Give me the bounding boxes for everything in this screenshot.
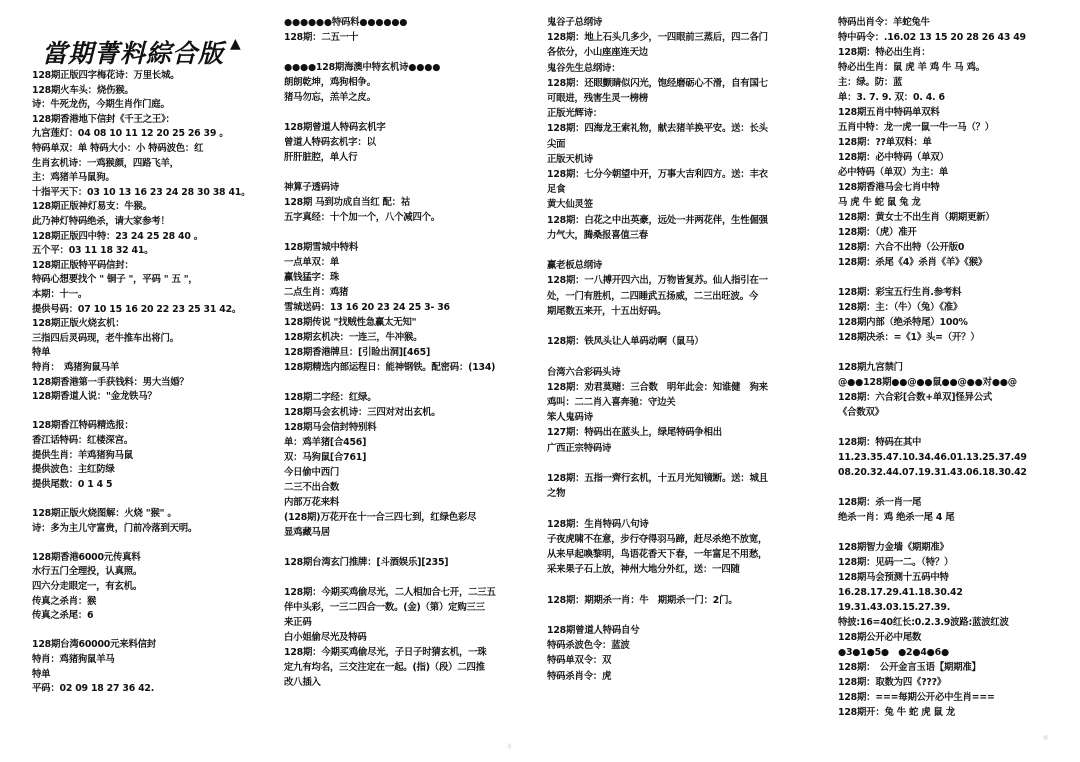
text-line: 可眼进，残害生灵一榜榜 [547,93,648,104]
text-line: 128期：今期买鸡偷尽光，子日子时猜玄机，一珠 [284,647,487,658]
text-line: 定九有均名，三交注定在一起。(指)（段）二四推 [284,662,485,673]
text-line: 鸡叫：二二肖入喜奔驰：守边关 [547,397,676,408]
text-line: 特单 [32,347,51,359]
text-line: 特单 [32,668,51,680]
text-line: 赢老板总纲诗 [547,260,603,272]
text-line: 128期：四海龙王索礼物，献去猪羊换平安。送：长头 [547,123,768,135]
text-line: 猪马勿忘，羔羊之皮。 [284,92,376,103]
text-line: 128期：劝君莫赌：三合数 明年此会：知谁健 狗来 [547,381,768,393]
text-line: 特披:16=40红长:0.2.3.9波路:蓝波红波 [838,617,1009,628]
text-line: 128期：期期杀一肖：牛 期期杀一门：2门。 [547,594,738,606]
text-line: 今日偷中西门 [284,467,340,478]
text-line: 128期传说 "找贼性急赢太无知" [284,317,417,328]
text-line: 128期：生肖特码八句诗 [547,518,649,530]
text-line: 128期内部（绝杀特尾）100% [838,317,968,328]
text-line: 特必出生肖：鼠 虎 羊 鸡 牛 马 鸡。 [838,62,985,73]
text-line: 128期：（虎）准开 [838,227,917,238]
text-line: 128期玄机决：一连三，牛冲猴。 [284,332,423,343]
text-line: 平码：02 09 18 27 36 42. [32,683,155,695]
text-line: 主：绿。防：蓝 [838,77,903,88]
text-line: 伴中头彩，一三二四合一数。(金)（第）定购三三 [284,602,485,613]
text-line: 128期正版四字梅花诗：万里长城。 [32,70,180,81]
page-title: 當期菁料綜合版 [42,39,225,68]
text-line: 五个平：03 11 18 32 41。 [32,245,154,257]
text-line: 128期：取数为四《???》 [838,677,947,688]
text-line: 特中码令：.16.02 13 15 20 28 26 43 49 [838,32,1026,43]
text-line: 128期：六合不出特（公开版0 [838,242,965,253]
text-line: 神算子透码诗 [284,182,340,193]
text-line: 128期：五指一齊行玄机，十五月光知镜断。送：城且 [547,473,768,484]
text-line: 鬼谷先生总纲诗： [547,62,621,74]
text-line: 台湾六合彩码头诗 [547,366,621,378]
text-line: 128期：白花之中出英豪，远处一井两花伴，生性倔强 [547,214,768,226]
text-line: 赢钱猛字：珠 [284,272,340,283]
text-line: 本期：十一。 [32,289,88,300]
text-line: 显鸡藏马居 [284,527,330,538]
text-line: 128期香道人说："金龙铁马？ [32,391,157,403]
text-line: 128期精选内部运程日：能神钢铁。配密码：(134) [284,362,496,373]
text-line: 十指平天下：03 10 13 16 23 24 28 30 38 41。 [32,186,251,198]
text-line: ●3●1●5● ●2●4●6● [838,647,949,658]
text-line: 128期香港6000元传真料 [32,551,141,563]
text-line: 来正码 [284,617,312,628]
text-line: 提供尾数：0 1 4 5 [32,478,113,490]
text-line: 必中特码（单双）为主：单 [838,167,949,178]
text-line: 九宫莲灯：04 08 10 11 12 20 25 26 39 。 [32,128,229,140]
text-line: 二点生肖：鸡猪 [284,287,349,298]
text-line: 笨人鬼码诗 [547,412,593,424]
text-line: 提供号码：07 10 15 16 20 22 23 25 31 42。 [32,303,242,315]
text-line: 雪城送码：13 16 20 23 24 25 3- 36 [284,302,450,313]
text-line: 《合数双》 [838,407,884,418]
text-line: 128期：必中特码（单双） [838,152,949,163]
text-line: 内部万花来料 [284,497,340,508]
text-line: 128期五肖中特码单双料 [838,107,940,118]
text-line: 128期：特必出生肖： [838,47,931,58]
text-line: 128期公开必中尾数 [838,632,922,643]
text-line: 128期雪城中特料 [284,242,359,253]
text-line: @●●128期●●@●●鼠●●@●●对●●@ [838,377,1017,388]
text-line: 128期：今期买鸡偷尽光，二人相加合七开，二三五 [284,587,496,598]
text-line: 此乃神灯特码绝杀，请大家参考！ [32,216,170,227]
text-line: 四六分走眼定一，有玄机。 [32,581,143,592]
text-line: 128期：见码一二。（特？） [838,557,954,568]
text-line: ●●●●●●特码料●●●●●● [284,17,408,28]
text-line: 128期曾道人特码玄机字 [284,122,386,133]
text-line: 朗朗乾坤，鸡狗相争。 [284,77,376,88]
text-line: 128期：六合彩[合数+单双]怪异公式 [838,392,993,403]
text-line: 128期香江特码精选报： [32,420,134,432]
text-line: 特码杀肖令：虎 [547,670,612,682]
text-line: 128期香港牌旦：[引睑出洞][465] [284,347,431,358]
text-line: 128期：黄女士不出生肖（期期更新） [838,212,995,223]
text-line: 尖面 [547,138,566,150]
text-line: 11.23.35.47.10.34.46.01.13.25.37.49 [838,452,1027,463]
text-line: 特码杀波色令：蓝波 [547,640,630,652]
text-line: 五字真经：十个加一个，八个减四个。 [284,212,440,223]
text-line: 正版天机诗 [547,153,593,165]
text-line: 128期：彩宝五行生肖.参考料 [838,287,962,298]
text-line: 128期 马到功成自当红 配：祜 [284,197,411,208]
text-line: 正版光辉诗： [547,108,603,120]
text-line: 128期正版四中特：23 24 25 28 40 。 [32,230,203,242]
text-line: 特码单双：单 特码大小：小 特码波色：红 [32,143,204,154]
text-line: 处，一门有胜机，二四睡武五扬威，二三出旺波。今 [547,290,759,302]
text-line: 128期：还眼颤睛似闪光，饱经磨砺心不滑，自有国七 [547,77,768,89]
text-line: 香江话特码：红楼深宫。 [32,435,133,446]
text-line: 鬼谷子总纲诗 [547,17,603,28]
text-line: 绝杀一肖：鸡 绝杀一尾 4 尾 [838,512,955,523]
text-line: 128期：七分今朝望中开，万事大吉利四方。送：丰衣 [547,169,768,180]
text-line: 128期智力金墙《期期准》 [838,542,949,553]
text-line: 128期台湾60000元来料信封 [32,639,156,651]
text-line: 诗：多为主儿守富贵，门前冷落到天明。 [32,522,198,534]
text-line: 128期：杀尾《4》杀肖《羊》《猴》 [838,257,988,268]
text-line: 力气大，腾桑报喜值三春 [547,229,648,241]
text-line: 五肖中特：龙一虎一鼠一牛一马（？） [838,122,994,133]
text-line: 128期：地上石头几多少，一四眼前三蒸后，四二各门 [547,32,768,44]
text-line: 足食 [547,184,566,196]
text-line: 各依分，小山座座连天边 [547,47,648,59]
text-line: 一点单双：单 [284,257,340,268]
text-line: 二三不出合数 [284,482,340,493]
text-line: 双：马狗鼠[合761] [284,452,367,463]
text-line: 128期：??单双料：单 [838,137,932,148]
text-line: 特肖： 鸡猪狗鼠马羊 [32,362,120,373]
text-line: 128期马会预测十五码中特 [838,572,949,583]
text-line: 128期：二五一十 [284,32,359,43]
text-line: 水行五门全理投，认真照。 [32,566,143,578]
text-line: 128期：一八搏开四六出，万物皆复苏。仙人指引在一 [547,275,768,287]
text-line: 19.31.43.03.15.27.39. [838,602,951,613]
text-line: 马 虎 牛 蛇 鼠 兔 龙 [838,197,921,208]
text-line: 128期台湾玄门推牌：[斗酒娱乐][235] [284,557,449,568]
text-line: 肝肝脏腔，单人行 [284,152,358,163]
text-line: 128期曾道人特码自兮 [547,625,640,636]
text-line: 128期决杀：=《1》头=（开？） [838,332,980,343]
text-line: 128期火车头：烧伤猴。 [32,84,134,96]
text-line: 128期正版火烧图解：火烧 "猴" 。 [32,508,177,519]
text-line: 128期：铁凤头让人单码动啊（鼠马） [547,336,704,348]
text-line: 特码单双令：双 [547,655,612,667]
title-triangle-icon: ▲ [230,36,241,52]
text-line: 16.28.17.29.41.18.30.42 [838,587,963,598]
text-line: 08.20.32.44.07.19.31.43.06.18.30.42 [838,467,1027,478]
text-line: 128期香港马会七肖中特 [838,182,940,193]
text-line: 128期开：兔 牛 蛇 虎 鼠 龙 [838,707,955,718]
text-line: 传真之杀肖：猴 [32,595,97,607]
text-line: 提供波色：主红防绿 [32,464,115,476]
scan-smudge [508,743,511,749]
text-line: 传真之杀尾：6 [32,610,94,622]
text-line: 提供生肖：羊鸡猪狗马鼠 [32,449,133,461]
text-line: 之物 [547,488,566,500]
text-line: 特码心想要找个 " 铜子 "，平码 " 五 "， [32,274,198,286]
text-line: 128期：===每期公开必中生肖=== [838,692,995,703]
text-line: 主：鸡猪羊马鼠狗。 [32,172,115,184]
text-line: 白小姐偷尽光及特码 [284,632,367,643]
text-line: (128期)万花开在十一合三四七到，红绿色彩尽 [284,512,477,523]
text-line: 128期马会信封特别料 [284,422,377,433]
text-line: 128期：特码在其中 [838,437,922,448]
text-line: 128期： 公开金言玉语【期期准】 [838,662,981,673]
text-line: 128期九宫禁门 [838,362,903,373]
text-line: 曾道人特码玄机字：以 [284,137,376,148]
text-line: 128期二字经：红绿。 [284,392,377,403]
text-line: 期尾数五来开，十五出好码。 [547,305,667,317]
text-line: 128期：主：（牛）（兔）《准》 [838,302,963,313]
text-line: 从来早起喚黎明，鸟语花香天下春，一年富足不用愁， [547,549,768,560]
text-line: 特码出肖令：羊蛇兔牛 [838,17,930,28]
text-line: 诗：牛死龙伤，今期生肖作门庭。 [32,99,170,111]
text-line: 128期：杀一肖一尾 [838,497,922,508]
text-line: 128期正版特平码信封： [32,259,134,271]
text-line: 特肖：鸡猪狗鼠羊马 [32,654,115,665]
text-line: 127期：特码出在蓝头上，绿尾特码争相出 [547,427,722,439]
text-line: 采来果子石上放，神州大地分外红，送：一四随 [547,564,740,576]
text-line: 128期正版火烧玄机： [32,318,125,330]
text-line: 128期正版神灯易支：牛猴。 [32,201,152,213]
text-line: 单：鸡羊猪[合456] [284,437,367,448]
text-line: 生肖玄机诗：一鸡猴颜，四路飞羊， [32,157,179,169]
text-line: 三指四后灵码现，老牛推车出将门。 [32,332,179,344]
text-line: 改八插入 [284,677,321,688]
scan-smudge [1043,735,1048,740]
text-line: 子夜虎啸不在意，步行夺得羽马蹄，赶尽杀绝不放宽， [547,533,768,545]
text-line: 黄大仙灵签 [547,199,593,211]
text-line: 128期香港地下信封《千王之王》： [32,113,175,125]
text-line: 广西正宗特码诗 [547,442,612,454]
text-line: 128期马会玄机诗：三四对对出玄机。 [284,407,441,418]
text-line: 128期香港第一手获钱料：男大当婚？ [32,376,189,388]
text-line: ●●●●128期海澳中特玄机诗●●●● [284,62,441,73]
text-line: 单：3. 7. 9. 双：0. 4. 6 [838,92,945,103]
